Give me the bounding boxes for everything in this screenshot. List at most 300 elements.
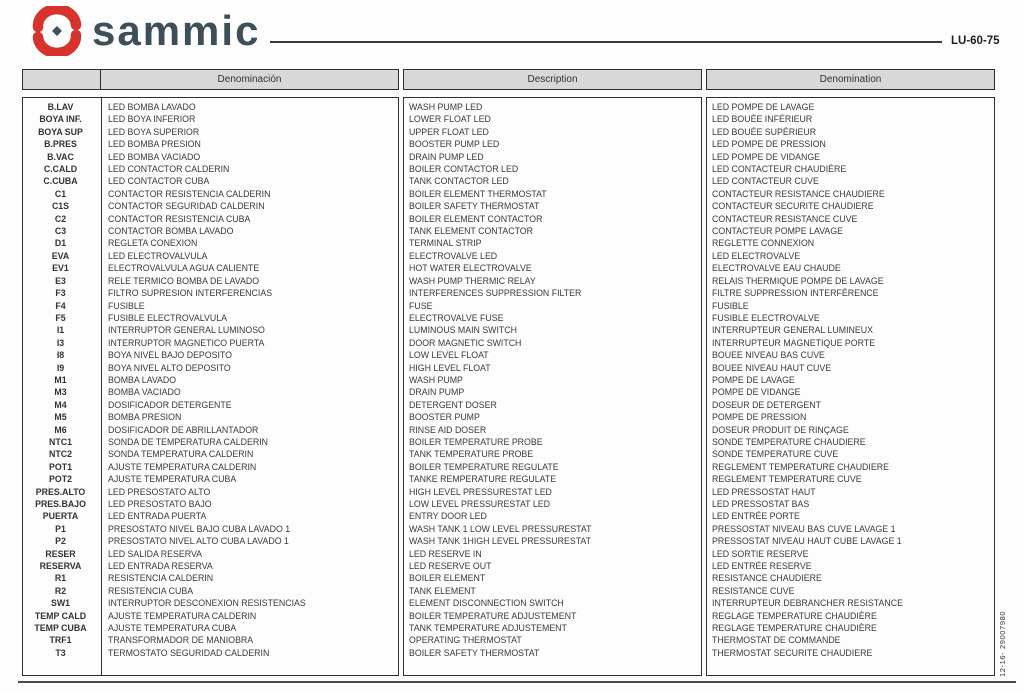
row-text-english: ELECTROVALVE LED: [409, 250, 498, 261]
row-text-french: REGLAGE TEMPERATURE CHAUDIÈRE: [712, 610, 877, 621]
table-row: [23, 262, 398, 274]
table-row: [404, 262, 701, 274]
row-text-spanish: LED BOMBA LAVADO: [108, 102, 196, 112]
table-row: [404, 622, 701, 634]
table-row: [23, 535, 398, 547]
table-row: [23, 399, 398, 411]
row-text-english: HOT WATER ELECTROVALVE: [409, 263, 532, 274]
row-text-french: POMPE DE VIDANGE: [712, 387, 801, 398]
row-text-english: HIGH LEVEL FLOAT: [409, 362, 491, 373]
table-row: [404, 473, 701, 485]
table-row: [404, 113, 701, 125]
table-row: [707, 634, 994, 646]
row-text-spanish: SONDA TEMPERATURA CALDERIN: [108, 449, 254, 460]
table-row: [707, 411, 994, 423]
table-row: [23, 337, 398, 349]
table-row: [707, 237, 994, 249]
row-text-english: ELECTROVALVE FUSE: [409, 312, 504, 323]
table-row: [707, 126, 994, 138]
table-row: [23, 324, 398, 336]
row-text-spanish: INTERRUPTOR MAGNETICO PUERTA: [108, 337, 265, 348]
table-row: [707, 448, 994, 460]
table-row: [23, 374, 398, 386]
row-text-french: INTERRUPTEUR MAGNETIQUE PORTE: [712, 337, 876, 348]
row-text-spanish: LED ENTRADA PUERTA: [108, 511, 207, 522]
table-row: [23, 250, 398, 262]
table-row: [23, 175, 398, 187]
row-text-spanish: AJUSTE TEMPERATURA CALDERIN: [108, 610, 257, 621]
table-row: [707, 374, 994, 386]
row-text-french: LED ENTRÉE PORTE: [712, 511, 800, 522]
row-code: M6: [54, 424, 67, 435]
row-text-spanish: LED BOMBA VACIADO: [108, 151, 201, 162]
row-text-spanish: SONDA DE TEMPERATURA CALDERIN: [108, 436, 269, 447]
table-row: [404, 461, 701, 473]
table-row: [23, 101, 398, 113]
column-header-description: [403, 69, 702, 90]
row-text-french: LED POMPE DE LAVAGE: [712, 102, 815, 112]
table-row: [707, 163, 994, 175]
row-code: POT1: [49, 461, 72, 472]
table-row: [707, 250, 994, 262]
row-code: SW1: [50, 598, 71, 609]
row-text-spanish: FUSIBLE: [108, 300, 145, 311]
row-text-english: ELEMENT DISCONNECTION SWITCH: [409, 598, 564, 609]
row-code: PRES.BAJO: [35, 499, 86, 509]
row-text-english: DETERGENT DOSER: [409, 399, 497, 410]
table-row: [707, 188, 994, 200]
table-row: [404, 486, 701, 498]
table-row: [404, 349, 701, 361]
row-code: B.LAV: [47, 102, 74, 112]
column-header-label-en: Description: [527, 74, 578, 85]
table-row: [404, 386, 701, 398]
row-text-french: REGLEMENT TEMPERATURE CHAUDIERE: [712, 461, 889, 472]
row-code: RESERVA: [39, 561, 82, 572]
table-row: [23, 237, 398, 249]
row-text-french: REGLAGE TEMPERATURE CHAUDIÈRE: [712, 623, 877, 634]
row-code: PRES.ALTO: [35, 486, 86, 497]
row-text-spanish: PRESOSTATO NIVEL ALTO CUBA LAVADO 1: [108, 536, 289, 547]
row-text-english: BOILER CONTACTOR LED: [409, 164, 519, 175]
table-row: [404, 647, 701, 659]
row-code: F5: [55, 312, 66, 323]
row-code: I3: [56, 337, 65, 348]
row-text-spanish: RESISTENCIA CALDERIN: [108, 573, 214, 584]
row-text-english: DRAIN PUMP: [409, 387, 465, 398]
row-text-english: TANK TEMPERATURE PROBE: [409, 449, 534, 460]
table-row: [23, 473, 398, 485]
table-row: [404, 250, 701, 262]
table-row: [404, 436, 701, 448]
table-row: [404, 448, 701, 460]
table-row: [707, 424, 994, 436]
column-header-denominacion: [22, 69, 399, 90]
row-text-french: FUSIBLE ELECTROVALVE: [712, 312, 820, 323]
table-row: [404, 337, 701, 349]
row-text-french: CONTACTEUR RESISTANCE CUVE: [712, 213, 858, 224]
header-rule: [270, 41, 942, 43]
row-code: M5: [54, 412, 67, 423]
table-row: [707, 287, 994, 299]
row-text-spanish: CONTACTOR RESISTENCIA CUBA: [108, 213, 251, 224]
code-column-header-spacer: [23, 70, 101, 89]
table-row: [404, 510, 701, 522]
table-row: [404, 225, 701, 237]
table-row: [23, 523, 398, 535]
row-code: T3: [55, 647, 66, 658]
row-text-french: LED POMPE DE VIDANGE: [712, 151, 821, 162]
row-text-spanish: BOYA NIVEL BAJO DEPOSITO: [108, 350, 233, 361]
row-code: C.CUBA: [43, 176, 78, 187]
table-row: [23, 287, 398, 299]
table-row: [404, 572, 701, 584]
table-row: [404, 213, 701, 225]
row-text-spanish: AJUSTE TEMPERATURA CUBA: [108, 474, 237, 485]
row-text-french: ELECTROVALVE EAU CHAUDE: [712, 263, 841, 274]
row-text-english: DRAIN PUMP LED: [409, 151, 484, 162]
row-text-spanish: RESISTENCIA CUBA: [108, 585, 194, 596]
table-row: [23, 610, 398, 622]
row-code: P2: [55, 536, 66, 547]
row-code: BOYA SUP: [38, 126, 83, 137]
row-text-english: TANK TEMPERATURE ADJUSTEMENT: [409, 623, 567, 634]
row-text-english: LOW LEVEL PRESSURESTAT LED: [409, 499, 550, 509]
row-text-spanish: LED BOYA SUPERIOR: [108, 126, 200, 137]
row-text-french: RESISTANCE CHAUDIERE: [712, 573, 822, 584]
brand-wordmark: sammic: [92, 7, 261, 54]
row-text-english: BOOSTER PUMP: [409, 412, 480, 423]
row-text-french: PRESSOSTAT NIVEAU HAUT CUBE LAVAGE 1: [712, 536, 902, 547]
table-row: [23, 597, 398, 609]
table-row: [23, 151, 398, 163]
table-row: [404, 634, 701, 646]
row-text-english: WASH PUMP LED: [409, 102, 483, 112]
row-text-spanish: INTERRUPTOR GENERAL LUMINOSO: [108, 325, 265, 336]
table-row: [404, 287, 701, 299]
row-text-spanish: PRESOSTATO NIVEL BAJO CUBA LAVADO 1: [108, 523, 291, 534]
row-text-spanish: AJUSTE TEMPERATURA CUBA: [108, 623, 237, 634]
row-text-french: POMPE DE LAVAGE: [712, 374, 795, 385]
table-row: [23, 225, 398, 237]
table-row: [707, 548, 994, 560]
table-row: [23, 622, 398, 634]
table-row: [707, 647, 994, 659]
row-text-spanish: LED CONTACTOR CALDERIN: [108, 164, 230, 175]
row-code: BOYA INF.: [39, 114, 82, 125]
row-text-spanish: BOMBA LAVADO: [108, 374, 177, 385]
table-row: [404, 585, 701, 597]
table-row: [23, 560, 398, 572]
row-text-english: LOWER FLOAT LED: [409, 114, 491, 125]
table-row: [404, 188, 701, 200]
row-text-english: OPERATING THERMOSTAT: [409, 635, 522, 646]
table-row: [404, 498, 701, 510]
row-code: M4: [54, 399, 67, 410]
row-code: C1S: [51, 201, 70, 212]
row-code: EV1: [52, 263, 69, 274]
row-text-french: INTERRUPTEUR GENERAL LUMINEUX: [712, 325, 873, 336]
row-text-english: TERMINAL STRIP: [409, 238, 482, 249]
row-text-spanish: LED BOMBA PRESION: [108, 139, 201, 150]
row-code: F4: [55, 300, 66, 311]
row-code: TEMP CALD: [34, 610, 87, 621]
row-text-french: BOUEE NIVEAU HAUT CUVE: [712, 362, 832, 373]
table-row: [404, 362, 701, 374]
column-header-label-es: Denominación: [217, 74, 282, 85]
row-text-french: LED ELECTROVALVE: [712, 250, 801, 261]
row-text-spanish: CONTACTOR BOMBA LAVADO: [108, 226, 234, 237]
table-row: [707, 523, 994, 535]
table-row: [23, 300, 398, 312]
table-row: [23, 126, 398, 138]
table-row: [23, 213, 398, 225]
row-text-spanish: LED ELECTROVALVULA: [108, 250, 208, 261]
model-reference: LU-60-75: [951, 35, 1000, 47]
row-text-english: WASH TANK 1 LOW LEVEL PRESSURESTAT: [409, 523, 592, 534]
row-text-spanish: LED SALIDA RESERVA: [108, 548, 203, 559]
row-text-spanish: LED BOYA INFERIOR: [108, 114, 196, 125]
row-code: C2: [54, 213, 67, 224]
row-text-french: SONDE TEMPERATURE CUVE: [712, 449, 839, 460]
table-row: [404, 424, 701, 436]
row-text-english: TANKE REMPERATURE REGULATE: [409, 474, 557, 485]
table-row: [23, 436, 398, 448]
row-text-french: LED PRESSOSTAT BAS: [712, 499, 810, 509]
row-text-french: FUSIBLE: [712, 300, 749, 311]
row-code: POT2: [49, 474, 72, 485]
document-reference-vertical: 12-16- 29007980: [998, 610, 1007, 677]
table-row: [23, 510, 398, 522]
table-row: [404, 101, 701, 113]
table-row: [707, 225, 994, 237]
row-text-english: BOILER ELEMENT CONTACTOR: [409, 213, 543, 224]
row-text-french: FILTRE SUPPRESSION INTERFÉRENCE: [712, 288, 879, 299]
table-row: [707, 113, 994, 125]
table-row: [707, 175, 994, 187]
row-text-french: SONDE TEMPERATURE CHAUDIERE: [712, 436, 866, 447]
table-row: [707, 138, 994, 150]
table-row: [404, 126, 701, 138]
table-row: [23, 548, 398, 560]
row-text-english: DOOR MAGNETIC SWITCH: [409, 337, 522, 348]
table-row: [23, 411, 398, 423]
table-row: [707, 585, 994, 597]
table-row: [707, 324, 994, 336]
table-row: [23, 461, 398, 473]
row-code: C3: [54, 226, 67, 237]
table-row: [23, 163, 398, 175]
row-code: R2: [54, 585, 67, 596]
row-text-spanish: CONTACTOR RESISTENCIA CALDERIN: [108, 188, 271, 199]
table-row: [707, 362, 994, 374]
row-text-french: DOSEUR DE DETERGENT: [712, 399, 821, 410]
table-row: [707, 300, 994, 312]
row-text-spanish: INTERRUPTOR DESCONEXION RESISTENCIAS: [108, 598, 306, 609]
row-text-french: INTERRUPTEUR DEBRANCHER RESISTANCE: [712, 598, 903, 609]
table-row: [404, 300, 701, 312]
table-row: [23, 424, 398, 436]
row-text-spanish: FUSIBLE ELECTROVALVULA: [108, 312, 227, 323]
row-text-french: PRESSOSTAT NIVEAU BAS CUVE LAVAGE 1: [712, 523, 896, 534]
row-text-spanish: ELECTROVALVULA AGUA CALIENTE: [108, 263, 260, 274]
table-row: [707, 151, 994, 163]
row-text-english: TANK ELEMENT: [409, 585, 476, 596]
table-box-english: [403, 97, 702, 676]
row-text-french: LED ENTRÉE RESERVE: [712, 561, 812, 572]
table-row: [404, 374, 701, 386]
table-row: [404, 548, 701, 560]
table-row: [23, 448, 398, 460]
row-code: E3: [55, 275, 66, 286]
row-text-english: INTERFERENCES SUPPRESSION FILTER: [409, 288, 582, 299]
table-row: [707, 535, 994, 547]
row-text-spanish: REGLETA CONEXION: [108, 238, 198, 249]
table-row: [707, 262, 994, 274]
row-text-english: FUSE: [409, 300, 433, 311]
row-text-french: RELAIS THERMIQUE POMPE DE LAVAGE: [712, 275, 884, 286]
row-text-spanish: FILTRO SUPRESION INTERFERENCIAS: [108, 288, 273, 299]
row-text-french: LED PRESSOSTAT HAUT: [712, 486, 816, 497]
row-text-french: REGLETTE CONNEXION: [712, 238, 815, 249]
row-text-english: LED RESERVE IN: [409, 548, 482, 559]
table-row: [707, 572, 994, 584]
row-text-english: BOILER ELEMENT THERMOSTAT: [409, 188, 547, 199]
row-code: B.PRES: [44, 139, 77, 150]
row-text-french: CONTACTEUR SECURITE CHAUDIERE: [712, 201, 874, 212]
row-text-french: REGLEMENT TEMPERATURE CUVE: [712, 474, 862, 485]
table-row: [404, 138, 701, 150]
row-text-french: CONTACTEUR POMPE LAVAGE: [712, 226, 843, 237]
row-text-spanish: TERMOSTATO SEGURIDAD CALDERIN: [108, 647, 270, 658]
row-text-english: BOOSTER PUMP LED: [409, 139, 500, 150]
row-text-spanish: DOSIFICADOR DETERGENTE: [108, 399, 232, 410]
table-row: [23, 312, 398, 324]
table-row: [23, 486, 398, 498]
row-text-english: WASH PUMP: [409, 374, 463, 385]
row-text-french: LED SORTIE RESERVE: [712, 548, 809, 559]
table-row: [707, 486, 994, 498]
table-row: [707, 101, 994, 113]
row-text-english: HIGH LEVEL PRESSURESTAT LED: [409, 486, 552, 497]
table-row: [23, 647, 398, 659]
table-row: [707, 200, 994, 212]
table-row: [404, 523, 701, 535]
row-text-english: BOILER TEMPERATURE REGULATE: [409, 461, 559, 472]
table-row: [707, 399, 994, 411]
table-row: [23, 362, 398, 374]
row-text-spanish: AJUSTE TEMPERATURA CALDERIN: [108, 461, 257, 472]
row-text-english: LOW LEVEL FLOAT: [409, 350, 489, 361]
row-text-spanish: LED PRESOSTATO BAJO: [108, 499, 212, 509]
row-text-spanish: LED PRESOSTATO ALTO: [108, 486, 211, 497]
row-code: RESER: [45, 548, 76, 559]
row-code: I1: [56, 325, 65, 336]
row-text-spanish: DOSIFICADOR DE ABRILLANTADOR: [108, 424, 259, 435]
row-code: R1: [54, 573, 67, 584]
row-code: PUERTA: [42, 511, 79, 522]
table-box-french: [706, 97, 995, 676]
table-row: [23, 386, 398, 398]
row-text-spanish: LED CONTACTOR CUBA: [108, 176, 210, 187]
table-row: [404, 175, 701, 187]
table-row: [707, 386, 994, 398]
table-row: [404, 610, 701, 622]
row-text-french: LED POMPE DE PRESSION: [712, 139, 826, 150]
table-row: [707, 275, 994, 287]
table-row: [404, 200, 701, 212]
row-code: TEMP CUBA: [34, 623, 87, 634]
row-code: I8: [56, 350, 65, 361]
table-row: [23, 188, 398, 200]
row-text-french: BOUEE NIVEAU BAS CUVE: [712, 350, 825, 361]
table-row: [404, 312, 701, 324]
table-row: [707, 473, 994, 485]
table-row: [23, 138, 398, 150]
table-row: [707, 610, 994, 622]
table-row: [707, 510, 994, 522]
table-row: [707, 461, 994, 473]
sammic-logo: [30, 6, 260, 56]
row-text-spanish: BOMBA VACIADO: [108, 387, 181, 398]
row-text-spanish: RELE TERMICO BOMBA DE LAVADO: [108, 275, 260, 286]
table-row: [404, 597, 701, 609]
table-row: [404, 237, 701, 249]
row-text-french: RESISTANCE CUVE: [712, 585, 795, 596]
row-text-english: BOILER TEMPERATURE PROBE: [409, 436, 543, 447]
row-text-english: UPPER FLOAT LED: [409, 126, 489, 137]
row-code: EVA: [51, 250, 70, 261]
table-row: [404, 399, 701, 411]
row-text-french: LED BOUÉE INFÉRIEUR: [712, 114, 813, 125]
table-row: [707, 349, 994, 361]
row-text-english: RINSE AID DOSER: [409, 424, 487, 435]
row-text-spanish: CONTACTOR SEGURIDAD CALDERIN: [108, 201, 265, 212]
table-row: [404, 411, 701, 423]
row-code: F3: [55, 288, 66, 299]
row-code: NTC2: [49, 449, 72, 460]
table-box-codes-spanish: [22, 97, 399, 676]
table-row: [404, 324, 701, 336]
row-text-english: LUMINOUS MAIN SWITCH: [409, 325, 518, 336]
row-text-english: BOILER TEMPERATURE ADJUSTEMENT: [409, 610, 577, 621]
row-text-spanish: BOYA NIVEL ALTO DEPOSITO: [108, 362, 231, 373]
table-row: [707, 436, 994, 448]
row-text-french: LED BOUÉE SUPÉRIEUR: [712, 126, 817, 137]
row-text-english: WASH TANK 1HIGH LEVEL PRESSURESTAT: [409, 536, 592, 547]
row-text-english: TANK ELEMENT CONTACTOR: [409, 226, 533, 237]
row-text-french: LED CONTACTEUR CHAUDIÈRE: [712, 164, 847, 175]
column-header-label-fr: Denomination: [819, 74, 882, 85]
row-code: I9: [56, 362, 65, 373]
table-row: [23, 113, 398, 125]
table-row: [23, 349, 398, 361]
row-code: NTC1: [49, 436, 72, 447]
table-row: [707, 312, 994, 324]
row-code: TRF1: [49, 635, 72, 646]
row-text-spanish: LED ENTRADA RESERVA: [108, 561, 213, 572]
table-row: [707, 597, 994, 609]
table-row: [23, 275, 398, 287]
row-text-spanish: TRANSFORMADOR DE MANIOBRA: [108, 635, 254, 646]
row-text-french: LED CONTACTEUR CUVE: [712, 176, 819, 187]
row-text-french: DOSEUR PRODUIT DE RINÇAGE: [712, 424, 849, 435]
table-row: [707, 622, 994, 634]
sammic-logo-icon: [30, 6, 84, 56]
row-text-french: POMPE DE PRESSION: [712, 412, 807, 423]
table-row: [23, 585, 398, 597]
row-code: C.CALD: [43, 164, 78, 175]
